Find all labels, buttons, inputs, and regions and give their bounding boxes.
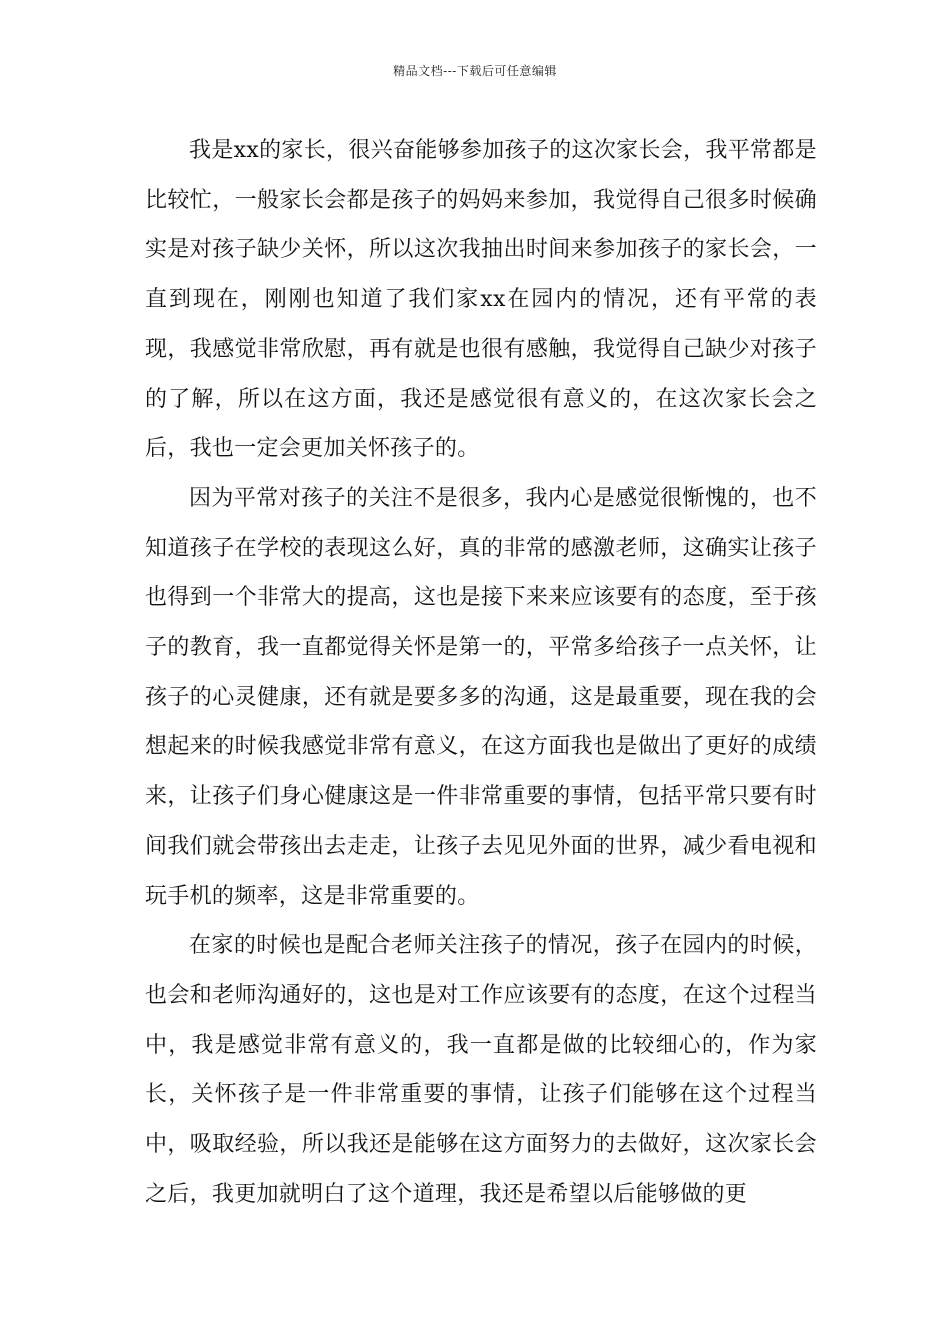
- paragraph-3: 在家的时候也是配合老师关注孩子的情况，孩子在园内的时候，也会和老师沟通好的，这也是对工作应该要有的态度，在这个过程当中，我是感觉非常有意义的，我一直都是做的比较细心的，作为家长，关怀孩子是一件非常重要的事情，让孩子们能够在这个过程当中，吸取经验，所以我还是能够在这方面努力的去做好，这次家长会之后，我更加就明白了这个道理，我还是希望以后能够做的更: [145, 933, 817, 1207]
- document-body: [145, 126, 817, 1219]
- page-header: 精品文档---下载后可任意编辑: [393, 64, 557, 78]
- paragraph-1: 我是xx的家长，很兴奋能够参加孩子的这次家长会，我平常都是比较忙，一般家长会都是孩子的妈妈来参加，我觉得自己很多时候确实是对孩子缺少关怀，所以这次我抽出时间来参加孩子的家长会，一直到现在，刚刚也知道了我们家xx在园内的情况，还有平常的表现，我感觉非常欣慰，再有就是也很有感触，我觉得自己缺少对孩子的了解，所以在这方面，我还是感觉很有意义的，在这次家长会之后，我也一定会更加关怀孩子的。: [145, 138, 817, 462]
- paragraph-2: 因为平常对孩子的关注不是很多，我内心是感觉很惭愧的，也不知道孩子在学校的表现这么好，真的非常的感激老师，这确实让孩子也得到一个非常大的提高，这也是接下来来应该要有的态度，至于孩子的教育，我一直都觉得关怀是第一的，平常多给孩子一点关怀，让孩子的心灵健康，还有就是要多多的沟通，这是最重要，现在我的会想起来的时候我感觉非常有意义，在这方面我也是做出了更好的成绩来，让孩子们身心健康这是一件非常重要的事情，包括平常只要有时间我们就会带孩出去走走，让孩子去见见外面的世界，减少看电视和玩手机的频率，这是非常重要的。: [145, 485, 817, 909]
